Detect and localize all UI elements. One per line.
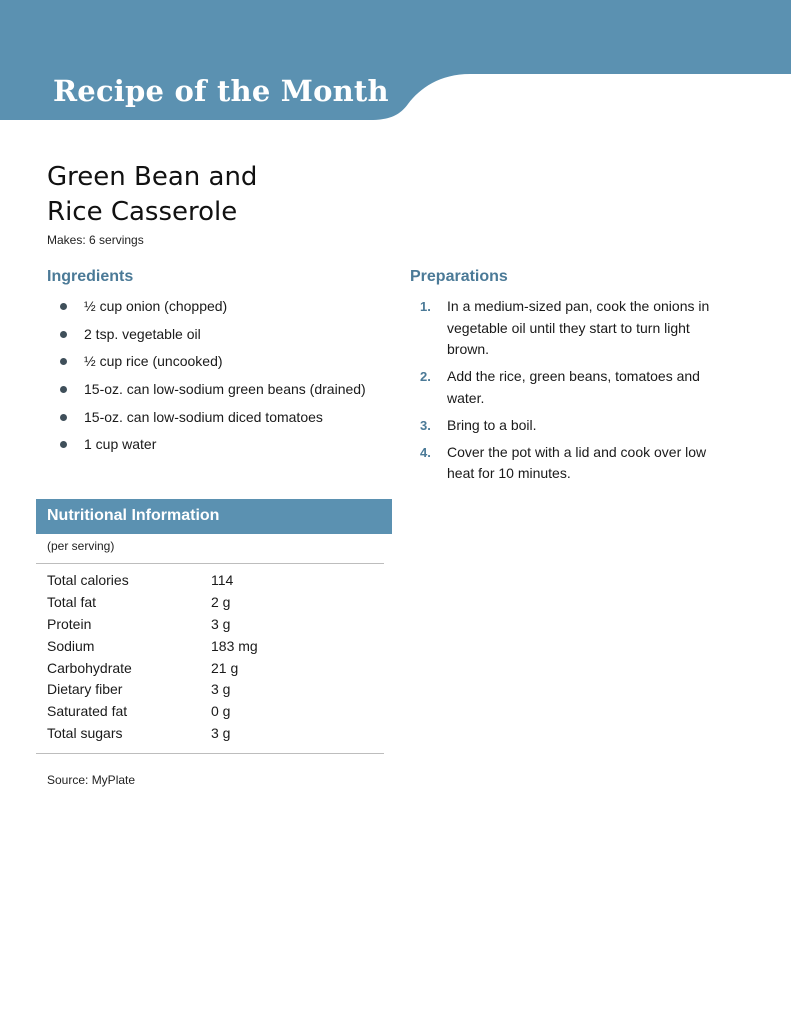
nutrient-value: 3 g xyxy=(211,725,231,742)
divider xyxy=(36,563,384,564)
table-row xyxy=(45,723,331,745)
ingredient-item: 15-oz. can low-sodium diced tomatoes xyxy=(60,407,390,435)
preparations-heading: Preparations xyxy=(410,268,508,285)
recipe-title-line-1: Green Bean and xyxy=(47,162,258,192)
nutrient-value: 3 g xyxy=(211,681,231,698)
ingredients-list xyxy=(60,296,390,462)
table-row xyxy=(45,701,331,723)
bullet-icon xyxy=(60,331,67,338)
nutrient-label: Total sugars xyxy=(47,725,123,742)
table-row xyxy=(45,679,331,701)
nutrient-value: 3 g xyxy=(211,615,231,632)
step-item xyxy=(420,366,720,409)
step-number: 4. xyxy=(420,444,431,460)
nutrient-value: 0 g xyxy=(211,703,231,720)
step-number: 3. xyxy=(420,417,431,433)
ingredient-item: ½ cup onion (chopped) xyxy=(60,296,390,324)
nutrient-value: 183 mg xyxy=(211,637,258,654)
step-text: Cover the pot with a lid and cook over low heat for 10 minutes. xyxy=(447,443,707,481)
step-item xyxy=(420,442,720,485)
nutrition-table xyxy=(45,570,331,745)
step-number: 1. xyxy=(420,299,431,314)
ingredient-item: 15-oz. can low-sodium green beans (drained) xyxy=(60,379,390,407)
per-serving-note: (per serving) xyxy=(47,539,115,553)
table-row xyxy=(45,570,331,592)
ingredient-item: ½ cup rice (uncooked) xyxy=(60,351,390,379)
step-text: Add the rice, green beans, tomatoes and water. xyxy=(447,368,700,406)
table-row xyxy=(45,636,331,658)
bullet-icon xyxy=(60,414,67,421)
nutrient-label: Saturated fat xyxy=(47,703,128,720)
divider xyxy=(36,753,384,754)
bullet-icon xyxy=(60,441,67,448)
table-row xyxy=(45,592,331,614)
nutrient-label: Dietary fiber xyxy=(47,681,123,698)
source-note: Source: MyPlate xyxy=(47,773,136,787)
nutrient-label: Total calories xyxy=(47,572,129,588)
nutrition-heading: Nutritional Information xyxy=(47,507,220,524)
banner-title: Recipe of the Month xyxy=(53,74,389,108)
nutrient-label: Sodium xyxy=(47,637,95,654)
nutrient-label: Total fat xyxy=(47,593,97,610)
step-text: In a medium-sized pan, cook the onions in vegetable oil until they start to turn light brown. xyxy=(447,298,710,357)
header-banner xyxy=(0,0,791,122)
table-row xyxy=(45,614,331,636)
step-item xyxy=(420,415,720,437)
bullet-icon xyxy=(60,303,67,310)
nutrient-value: 114 xyxy=(211,572,234,588)
step-item xyxy=(420,296,720,361)
recipe-title xyxy=(47,160,377,230)
ingredients-heading: Ingredients xyxy=(47,268,134,285)
nutrient-value: 21 g xyxy=(211,659,239,676)
step-number: 2. xyxy=(420,369,431,384)
ingredient-item: 2 tsp. vegetable oil xyxy=(60,324,390,352)
ingredient-item: 1 cup water xyxy=(60,434,390,462)
nutrient-label: Carbohydrate xyxy=(47,659,132,676)
bullet-icon xyxy=(60,386,67,393)
step-text: Bring to a boil. xyxy=(447,416,537,433)
preparation-steps xyxy=(420,296,720,490)
recipe-title-line-2: Rice Casserole xyxy=(47,197,238,227)
nutrient-value: 2 g xyxy=(211,593,231,610)
servings-text: Makes: 6 servings xyxy=(47,233,144,247)
nutrition-header-bar xyxy=(36,499,392,534)
bullet-icon xyxy=(60,358,67,365)
table-row xyxy=(45,658,331,680)
nutrient-label: Protein xyxy=(47,615,92,632)
